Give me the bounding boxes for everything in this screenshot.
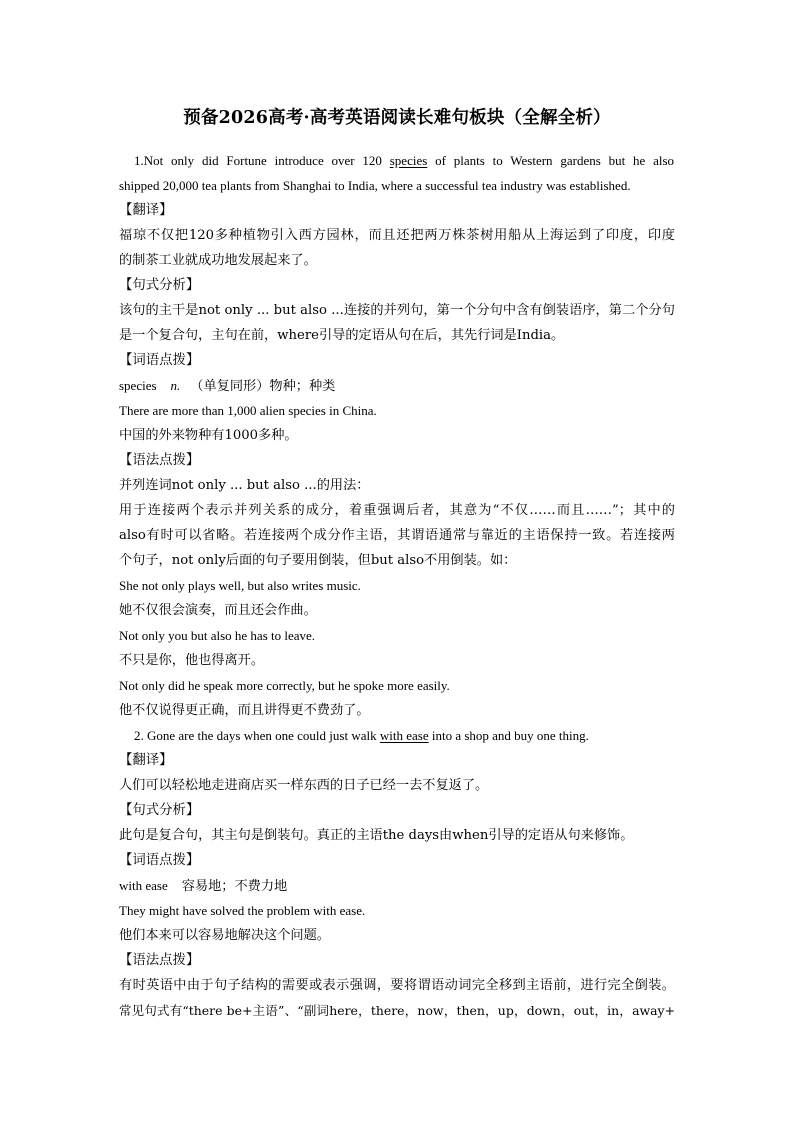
s2-heading-vocab: 【词语点拨】 <box>119 853 200 868</box>
s1-syntax-line-2: 是一个复合句，主句在前，where引导的定语从句在后，其先行词是India。 <box>119 328 565 343</box>
page-title: 预备2026高考·高考英语阅读长难句板块（全解全析） <box>183 108 611 128</box>
s1-vocab-example-en: There are more than 1,000 alien species in China. <box>119 403 377 418</box>
s2-vocab-example-en: They might have solved the problem with ease. <box>119 903 366 918</box>
s1-vocab-example-zh: 中国的外来物种有1000多种。 <box>119 428 298 443</box>
s1-vocab-word: species <box>119 378 157 393</box>
sentence-1-post: of plants to Western gardens but he also <box>427 153 675 168</box>
sentence-2-post: into a shop and buy one thing. <box>428 728 589 743</box>
s2-syntax-line-1: 此句是复合句，其主句是倒装句。真正的主语the days由when引导的定语从句来修饰。 <box>119 828 634 843</box>
s1-grammar-line-4: 个句子，not only后面的句子要用倒装，但but also不用倒装。如： <box>119 553 517 568</box>
sentence-1-key-term: species <box>389 153 428 168</box>
sentence-1-line-2: shipped 20,000 tea plants from Shanghai to India, where a successful tea industry was established. <box>119 178 631 193</box>
s1-translation-line-1: 福琼不仅把120多种植物引入西方园林，而且还把两万株茶树用船从上海运到了印度，印度 <box>119 228 675 243</box>
s1-example-2-en: Not only you but also he has to leave. <box>119 628 316 643</box>
s1-heading-grammar: 【语法点拨】 <box>119 453 200 468</box>
s2-heading-syntax: 【句式分析】 <box>119 803 200 818</box>
s1-grammar-line-2: 用于连接两个表示并列关系的成分，着重强调后者，其意为“不仅……而且……”；其中的 <box>119 503 675 518</box>
s1-example-1-zh: 她不仅很会演奏，而且还会作曲。 <box>119 603 317 618</box>
sentence-2-key-term: with ease <box>379 728 429 743</box>
sentence-2-pre: 2. Gone are the days when one could just walk <box>134 728 380 743</box>
sentence-1-pre: 1.Not only did Fortune introduce over 120 <box>134 153 390 168</box>
s2-vocab-entry <box>119 877 679 896</box>
s2-heading-translation: 【翻译】 <box>119 753 173 768</box>
s2-vocab-word: with ease <box>119 878 168 893</box>
s2-translation-line-1: 人们可以轻松地走进商店买一样东西的日子已经一去不复返了。 <box>119 778 489 793</box>
s1-example-3-en: Not only did he speak more correctly, but he spoke more easily. <box>119 678 450 693</box>
s1-example-2-zh: 不只是你，他也得离开。 <box>119 653 265 668</box>
s1-vocab-pos: n. <box>170 378 181 393</box>
s2-grammar-line-1: 有时英语中由于句子结构的需要或表示强调，要将谓语动词完全移到主语前，进行完全倒装。 <box>119 978 675 993</box>
s1-vocab-definition: （单复同形）物种；种类 <box>190 379 336 394</box>
s1-heading-vocab: 【词语点拨】 <box>119 353 200 368</box>
s1-vocab-entry <box>119 377 679 396</box>
s1-grammar-line-3: also有时可以省略。若连接两个成分作主语，其谓语通常与靠近的主语保持一致。若连接两 <box>119 528 675 543</box>
s1-heading-syntax: 【句式分析】 <box>119 278 200 293</box>
sentence-2-line-1 <box>134 727 674 745</box>
s1-heading-translation: 【翻译】 <box>119 203 173 218</box>
s1-example-3-zh: 他不仅说得更正确，而且讲得更不费劲了。 <box>119 703 370 718</box>
s1-grammar-line-1: 并列连词not only ... but also ...的用法： <box>119 478 370 493</box>
s2-vocab-example-zh: 他们本来可以容易地解决这个问题。 <box>119 928 330 943</box>
s1-translation-line-2: 的制茶工业就成功地发展起来了。 <box>119 253 317 268</box>
sentence-1-line-1 <box>134 152 674 170</box>
s2-vocab-definition: 容易地；不费力地 <box>181 879 288 894</box>
s2-grammar-line-2: 常见句式有“there be+主语”、“副词here，there，now，then，up，down，out，in，away+ <box>119 1003 675 1018</box>
s1-example-1-en: She not only plays well, but also writes music. <box>119 578 361 593</box>
s1-syntax-line-1: 该句的主干是not only ... but also ...连接的并列句，第一个分句中含有倒装语序，第二个分句 <box>119 303 675 318</box>
s2-heading-grammar: 【语法点拨】 <box>119 953 200 968</box>
